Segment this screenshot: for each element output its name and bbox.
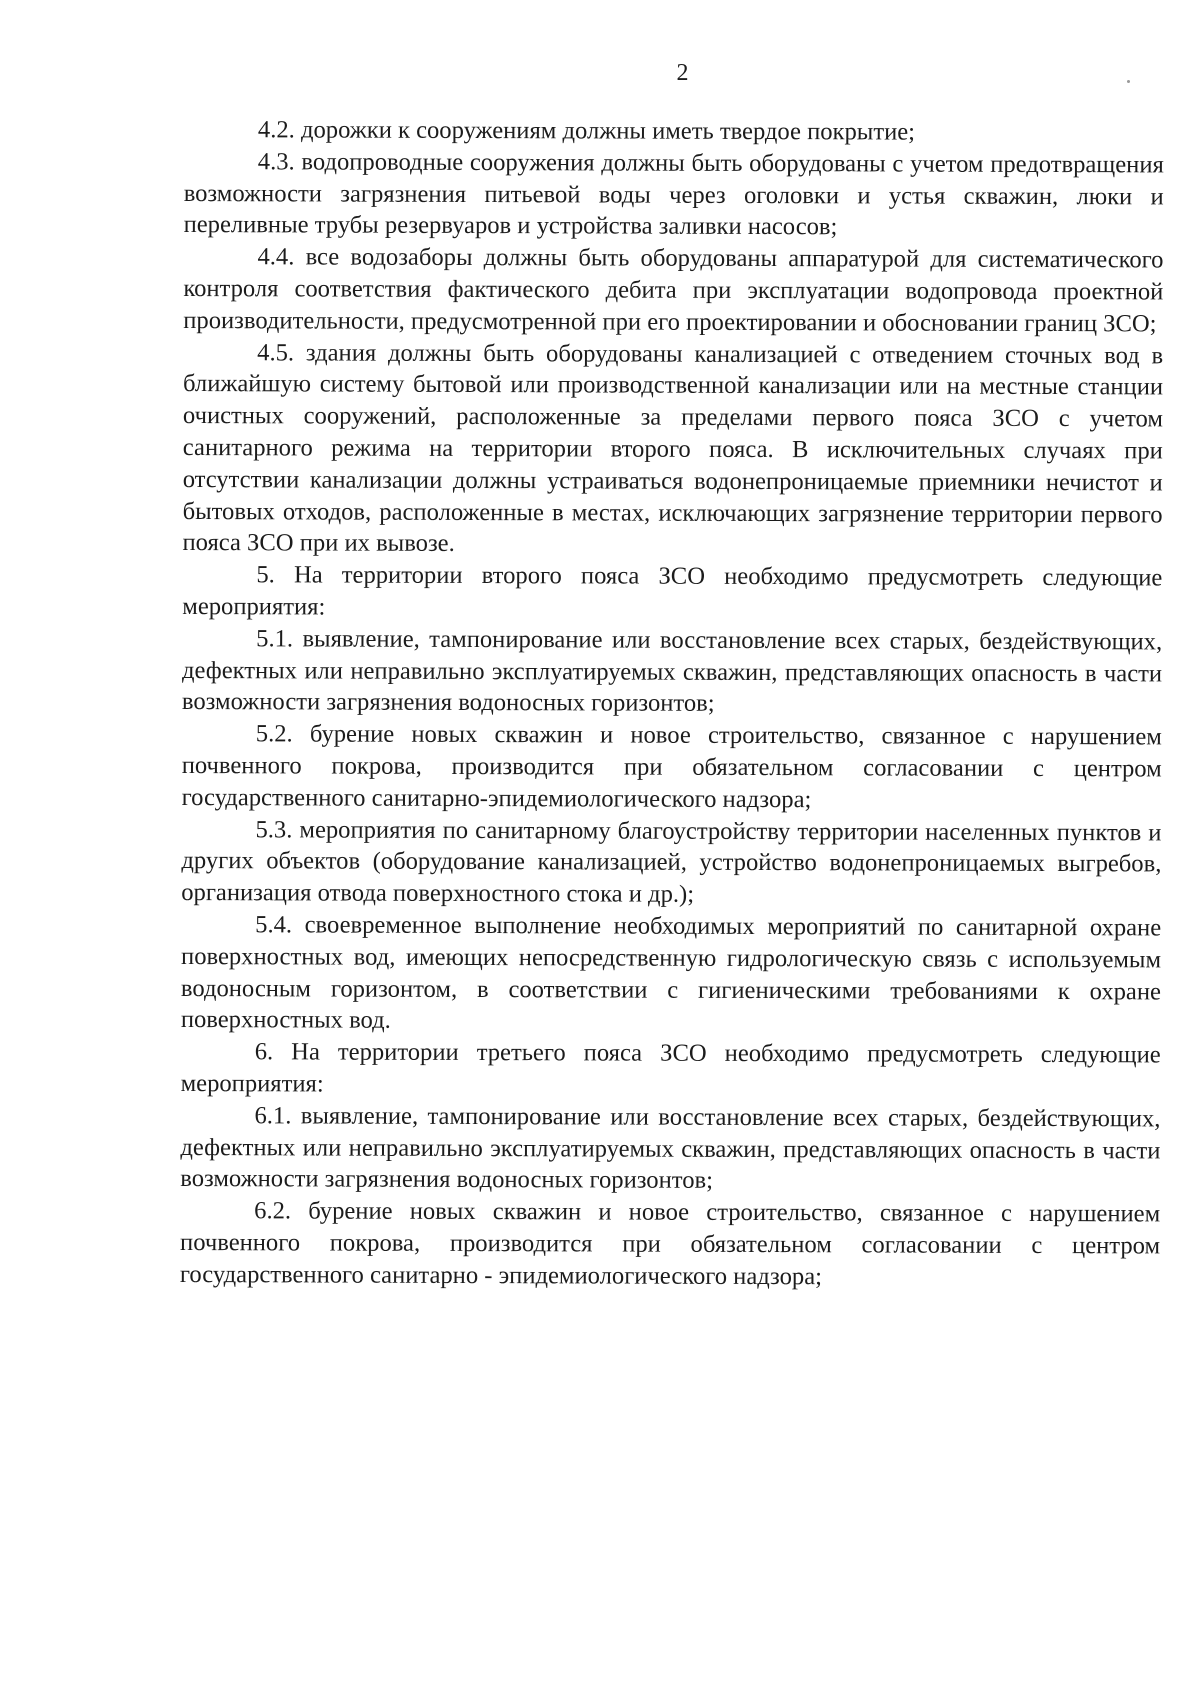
paragraph-6-1: 6.1. выявление, тампонирование или восстановление всех старых, бездействующих, дефектных или неправильно эксплуатируемых скважин, представляющих опасность в части возможности загрязнения водоносных горизонтов; [180, 1101, 1161, 1195]
paragraph-4-3: 4.3. водопроводные сооружения должны быть оборудованы с учетом предотвращения возможности загрязнения питьевой воды через оголовки и устья скважин, люки и переливные трубы резервуаров и устройства заливки насосов; [183, 148, 1164, 241]
paragraph-5: 5. На территории второго пояса ЗСО необходимо предусмотреть следующие мероприятия: [182, 561, 1163, 621]
paragraph-4-4: 4.4. все водозаборы должны быть оборудованы аппаратурой для систематического контроля соответствия фактического дебита при эксплуатации водопровода проектной производительности, предусмотренной при его проектировании и обосновании границ ЗСО; [183, 243, 1164, 338]
paragraph-4-2: 4.2. дорожки к сооружениям должны иметь твердое покрытие; [257, 116, 916, 146]
paragraph-4-5: 4.5. здания должны быть оборудованы канализацией с отведением сточных вод в ближайшую систему бытовой или производственной канализации или на местные станции очистных сооружений, расположенные за пределами первого пояса ЗСО с учетом санитарного режима на территории второго пояса. В исключительных случаях при отсутствии канализации должны устраиваться водонепроницаемые приемники нечистот и бытовых отходов, расположенные в местах, исключающих загрязнение территории первого пояса ЗСО при их вывозе. [182, 338, 1164, 558]
paragraph-5-1: 5.1. выявление, тампонирование или восстановление всех старых, бездействующих, дефектных или неправильно эксплуатируемых скважин, представляющих опасность в части возможности загрязнения водоносных горизонтов; [181, 625, 1163, 718]
paragraph-5-4: 5.4. своевременное выполнение необходимых мероприятий по санитарной охране поверхностных вод, имеющих непосредственную гидрологическую связь с используемым водоносным горизонтом, в соответствии с гигиеническими требованиями к охране поверхностных вод. [180, 911, 1162, 1035]
paragraph-6: 6. На территории третьего пояса ЗСО необходимо предусмотреть следующие мероприятия: [180, 1038, 1161, 1098]
paragraph-6-2: 6.2. бурение новых скважин и новое строительство, связанное с нарушением почвенного покрова, производится при обязательном согласовании с центром государственного санитарно - эпидемиологического надзора; [179, 1197, 1161, 1290]
document-body [180, 114, 1164, 1294]
page-number: 2 [676, 60, 689, 86]
paragraph-5-3: 5.3. мероприятия по санитарному благоустройству территории населенных пунктов и других объектов (оборудование канализацией, устройство водонепроницаемых выгребов, организация отвода поверхностного стока и др.); [181, 815, 1162, 908]
paragraph-5-2: 5.2. бурение новых скважин и новое строительство, связанное с нарушением почвенного покрова, производится при обязательном согласовании с центром государственного санитарно-эпидемиологического надзора; [181, 720, 1162, 813]
scan-speck [1127, 80, 1130, 83]
